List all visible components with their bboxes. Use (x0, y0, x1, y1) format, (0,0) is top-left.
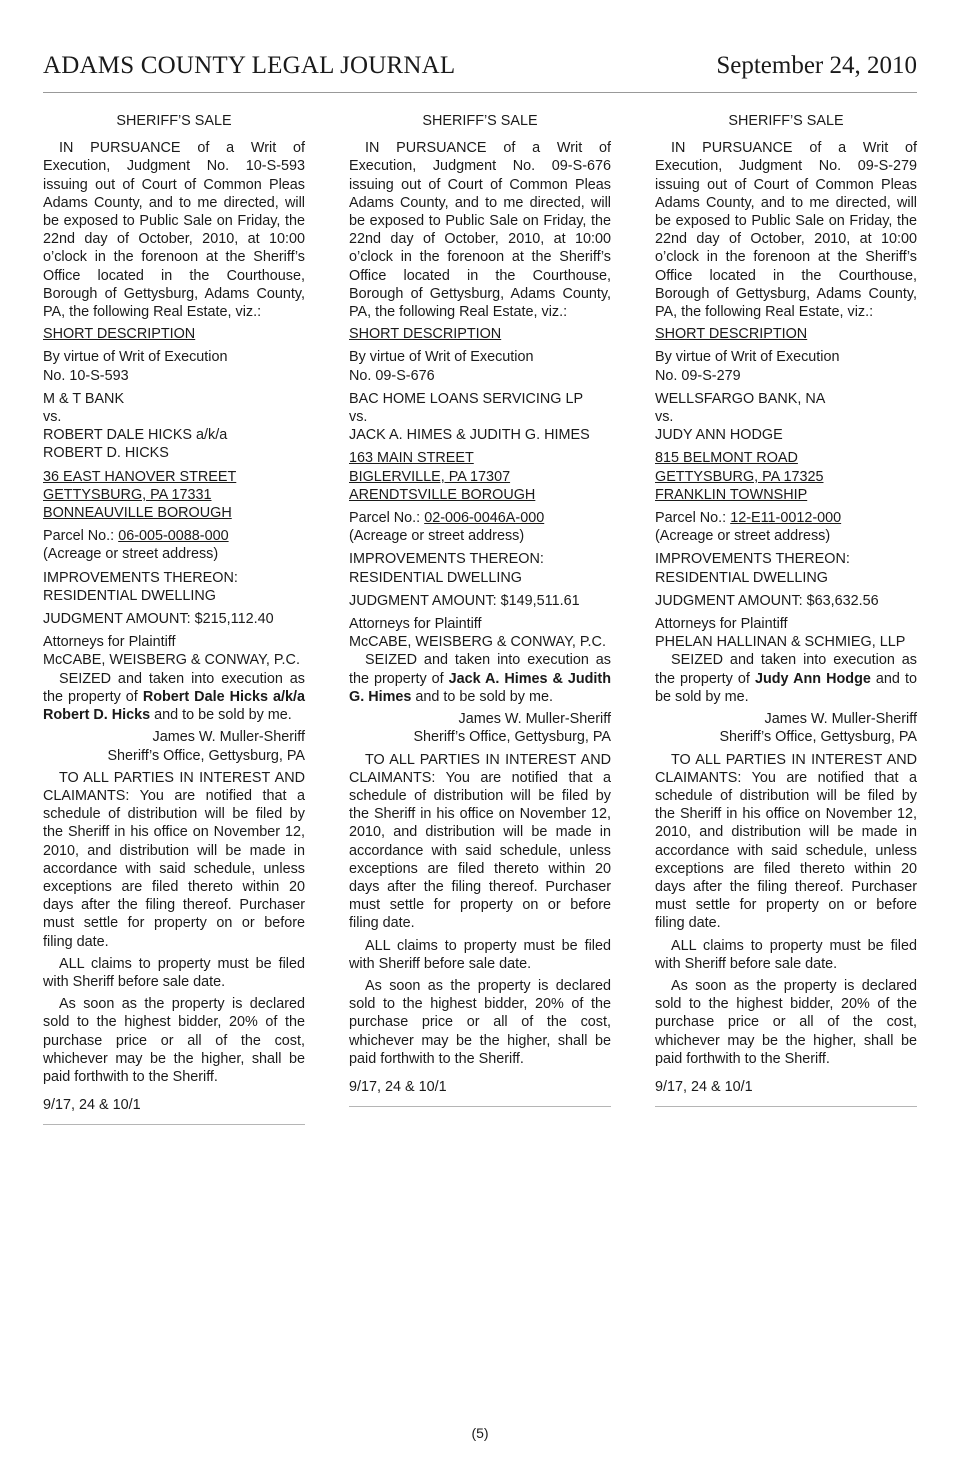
improvements-block (349, 550, 611, 586)
address-street: 815 BELMONT ROAD (655, 450, 798, 467)
address-city: BIGLERVILLE, PA 17307 (349, 468, 511, 485)
parties-block (655, 390, 917, 445)
claims-notice: ALL claims to property must be filed with Sheriff before sale date. (43, 955, 305, 990)
parcel-number: 06-005-0088-000 (118, 528, 229, 545)
seized-owner: Judy Ann Hodge (754, 670, 871, 687)
publication-dates: 9/17, 24 & 10/1 (349, 1078, 611, 1107)
writ-number: No. 10-S-593 (43, 367, 129, 384)
address-municipality: ARENDTSVILLE BOROUGH (349, 486, 536, 503)
sheriff-signature (43, 728, 305, 764)
parties-in-interest: TO ALL PARTIES IN INTEREST AND CLAIMANTS: You are notified that a schedule of distribution will be filed by the Sheriff in his office on November 12, 2010, and distribution will be made in accordance with said schedule, unless exceptions are filed thereto within 20 days after the filing thereof. Purchaser must settle for property on or before filing date. (655, 751, 917, 932)
seized-post: and to be sold by me. (150, 707, 292, 724)
parcel-number: 12-E11-0012-000 (730, 510, 842, 527)
parties-in-interest: TO ALL PARTIES IN INTEREST AND CLAIMANTS: You are notified that a schedule of distribution will be filed by the Sheriff in his office on November 12, 2010, and distribution will be made in accordance with said schedule, unless exceptions are filed thereto within 20 days after the filing thereof. Purchaser must settle for property on or before filing date. (43, 769, 305, 950)
parcel-label: Parcel No.: (349, 510, 425, 527)
issue-date: September 24, 2010 (716, 52, 917, 79)
journal-title: ADAMS COUNTY LEGAL JOURNAL (43, 52, 456, 79)
judgment-amount: JUDGMENT AMOUNT: $149,511.61 (349, 592, 580, 609)
attorneys-block (349, 615, 611, 651)
short-description-label: SHORT DESCRIPTION (349, 326, 502, 343)
claims-notice: ALL claims to property must be filed with Sheriff before sale date. (655, 937, 917, 972)
parcel-line (349, 509, 611, 527)
attorneys-name: McCABE, WEISBERG & CONWAY, P.C. (349, 634, 606, 651)
parties-block (43, 390, 305, 463)
judgment-amount: JUDGMENT AMOUNT: $215,112.40 (43, 611, 274, 628)
masthead (43, 52, 917, 93)
attorneys-block (43, 633, 305, 669)
plaintiff: WELLSFARGO BANK, NA (655, 390, 826, 407)
publication-dates: 9/17, 24 & 10/1 (43, 1096, 305, 1125)
seized-statement (43, 670, 305, 725)
notice-heading: SHERIFF’S SALE (116, 113, 232, 129)
improvements-block (655, 550, 917, 586)
attorneys-name: PHELAN HALLINAN & SCHMIEG, LLP (655, 634, 906, 651)
payment-terms: As soon as the property is declared sold to the highest bidder, 20% of the purchase price or all of the cost, whichever may be the higher, shall be paid forthwith to the Sheriff. (43, 996, 305, 1085)
seized-statement (349, 651, 611, 706)
sheriff-signature (349, 710, 611, 746)
parcel-line (655, 509, 917, 527)
plaintiff: BAC HOME LOANS SERVICING LP (349, 390, 584, 407)
versus: vs. (349, 409, 368, 426)
address-municipality: BONNEAUVILLE BOROUGH (43, 505, 232, 522)
attorneys-label: Attorneys for Plaintiff (349, 616, 482, 633)
writ-number: No. 09-S-279 (655, 367, 741, 384)
judgment-amount: JUDGMENT AMOUNT: $63,632.56 (655, 592, 879, 609)
writ-line: By virtue of Writ of Execution (349, 349, 534, 366)
address-street: 36 EAST HANOVER STREET (43, 468, 237, 485)
writ-line: By virtue of Writ of Execution (655, 349, 840, 366)
writ-block (349, 348, 611, 384)
notice-intro: IN PURSUANCE of a Writ of Execution, Judgment No. 09-S-279 issuing out of Court of Common Pleas Adams County, and to me directed, will be exposed to Public Sale on Friday, the 22nd day of October, 2010, at 10:00 o’clock in the forenoon at the Sheriff’s Office located in the Courthouse, Borough of Gettysburg, Adams County, PA, the following Real Estate, viz.: (655, 140, 917, 321)
short-description-label: SHORT DESCRIPTION (655, 326, 808, 343)
defendant: JACK A. HIMES & JUDITH G. HIMES (349, 427, 590, 444)
writ-number: No. 09-S-676 (349, 367, 435, 384)
defendant-aka: ROBERT D. HICKS (43, 445, 169, 462)
attorneys-label: Attorneys for Plaintiff (43, 634, 176, 651)
seized-pre: SEIZED and taken into execution as the property of (43, 670, 305, 705)
sheriff-sale-notice-2 (349, 112, 611, 1107)
improvements-value: RESIDENTIAL DWELLING (349, 569, 522, 586)
seized-pre: SEIZED and taken into execution as the property of (349, 652, 611, 687)
parcel-number: 02-006-0046A-000 (424, 510, 545, 527)
writ-block (43, 348, 305, 384)
property-address (349, 449, 611, 504)
property-address (655, 449, 917, 504)
versus: vs. (655, 409, 674, 426)
seized-owner: Jack A. Himes & Judith G. Himes (349, 670, 611, 705)
parcel-line (43, 527, 305, 545)
payment-terms: As soon as the property is declared sold to the highest bidder, 20% of the purchase price or all of the cost, whichever may be the higher, shall be paid forthwith to the Sheriff. (655, 977, 917, 1067)
parcel-label: Parcel No.: (655, 510, 731, 527)
page-number: (5) (471, 1425, 489, 1441)
plaintiff: M & T BANK (43, 390, 125, 407)
versus: vs. (43, 409, 62, 426)
parties-block (349, 390, 611, 445)
sheriff-signature (655, 710, 917, 746)
address-municipality: FRANKLIN TOWNSHIP (655, 486, 808, 503)
improvements-label: IMPROVEMENTS THEREON: (43, 569, 238, 586)
parcel-block (655, 509, 917, 545)
address-street: 163 MAIN STREET (349, 450, 474, 467)
notice-heading: SHERIFF’S SALE (728, 113, 844, 129)
seized-pre: SEIZED and taken into execution as the property of (655, 652, 917, 687)
sheriff-name: James W. Muller-Sheriff (458, 711, 611, 728)
improvements-label: IMPROVEMENTS THEREON: (655, 551, 850, 568)
claims-notice: ALL claims to property must be filed with Sheriff before sale date. (349, 937, 611, 972)
property-address (43, 468, 305, 523)
address-city: GETTYSBURG, PA 17325 (655, 468, 824, 485)
sheriff-sale-notice-1 (43, 112, 305, 1125)
attorneys-label: Attorneys for Plaintiff (655, 616, 788, 633)
sheriff-name: James W. Muller-Sheriff (764, 711, 917, 728)
writ-line: By virtue of Writ of Execution (43, 349, 228, 366)
parcel-label: Parcel No.: (43, 528, 119, 545)
seized-statement (655, 651, 917, 706)
short-description-label: SHORT DESCRIPTION (43, 326, 196, 343)
publication-dates: 9/17, 24 & 10/1 (655, 1078, 917, 1107)
defendant: ROBERT DALE HICKS a/k/a (43, 427, 228, 444)
improvements-block (43, 569, 305, 605)
acreage-note: (Acreage or street address) (349, 528, 525, 545)
seized-post: and to be sold by me. (411, 688, 553, 705)
address-city: GETTYSBURG, PA 17331 (43, 486, 212, 503)
seized-owner: Robert Dale Hicks a/k/a Robert D. Hicks (43, 688, 305, 724)
acreage-note: (Acreage or street address) (43, 546, 219, 563)
sheriff-office: Sheriff’s Office, Gettysburg, PA (719, 729, 917, 746)
notice-intro: IN PURSUANCE of a Writ of Execution, Judgment No. 10-S-593 issuing out of Court of Common Pleas Adams County, and to me directed, will be exposed to Public Sale on Friday, the 22nd day of October, 2010, at 10:00 o’clock in the forenoon at the Sheriff’s Office located in the Courthouse, Borough of Gettysburg, Adams County, PA, the following Real Estate, viz.: (43, 140, 305, 321)
attorneys-name: McCABE, WEISBERG & CONWAY, P.C. (43, 652, 300, 669)
improvements-value: RESIDENTIAL DWELLING (43, 587, 216, 604)
improvements-label: IMPROVEMENTS THEREON: (349, 551, 544, 568)
sheriff-office: Sheriff’s Office, Gettysburg, PA (413, 729, 611, 746)
notice-intro: IN PURSUANCE of a Writ of Execution, Judgment No. 09-S-676 issuing out of Court of Common Pleas Adams County, and to me directed, will be exposed to Public Sale on Friday, the 22nd day of October, 2010, at 10:00 o’clock in the forenoon at the Sheriff’s Office located in the Courthouse, Borough of Gettysburg, Adams County, PA, the following Real Estate, viz.: (349, 140, 611, 321)
sheriff-office: Sheriff’s Office, Gettysburg, PA (107, 747, 305, 764)
defendant: JUDY ANN HODGE (655, 427, 783, 444)
sheriff-sale-notice-3 (655, 112, 917, 1107)
parties-in-interest: TO ALL PARTIES IN INTEREST AND CLAIMANTS: You are notified that a schedule of distribution will be filed by the Sheriff in his office on November 12, 2010, and distribution will be made in accordance with said schedule, unless exceptions are filed thereto within 20 days after the filing thereof. Purchaser must settle for property on or before filing date. (349, 751, 611, 932)
attorneys-block (655, 615, 917, 651)
improvements-value: RESIDENTIAL DWELLING (655, 569, 828, 586)
seized-post: and to be sold by me. (655, 670, 917, 705)
notice-heading: SHERIFF’S SALE (422, 113, 538, 129)
sheriff-name: James W. Muller-Sheriff (152, 729, 305, 746)
parcel-block (349, 509, 611, 545)
acreage-note: (Acreage or street address) (655, 528, 831, 545)
writ-block (655, 348, 917, 384)
payment-terms: As soon as the property is declared sold to the highest bidder, 20% of the purchase price or all of the cost, whichever may be the higher, shall be paid forthwith to the Sheriff. (349, 977, 611, 1067)
parcel-block (43, 527, 305, 563)
